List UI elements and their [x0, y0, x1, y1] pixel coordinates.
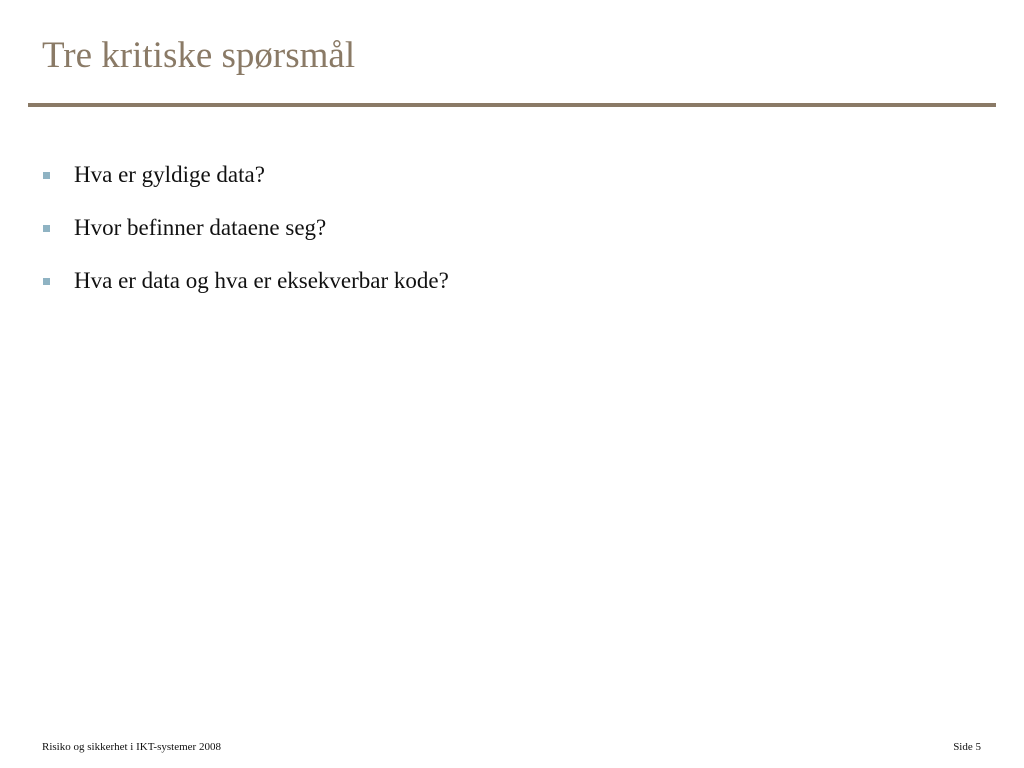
bullet-text: Hva er data og hva er eksekverbar kode? — [74, 268, 449, 293]
bullet-item — [43, 264, 449, 298]
footer-page-number: Side 5 — [953, 741, 981, 753]
bullet-list — [43, 158, 449, 317]
bullet-text: Hva er gyldige data? — [74, 162, 265, 187]
footer-course-title: Risiko og sikkerhet i IKT-systemer 2008 — [42, 741, 221, 753]
bullet-text: Hvor befinner dataene seg? — [74, 215, 327, 240]
square-bullet-icon — [43, 172, 50, 179]
title-divider — [28, 103, 996, 107]
bullet-item — [43, 158, 449, 192]
bullet-item — [43, 211, 449, 245]
square-bullet-icon — [43, 278, 50, 285]
slide-title: Tre kritiske spørsmål — [42, 35, 356, 76]
square-bullet-icon — [43, 225, 50, 232]
